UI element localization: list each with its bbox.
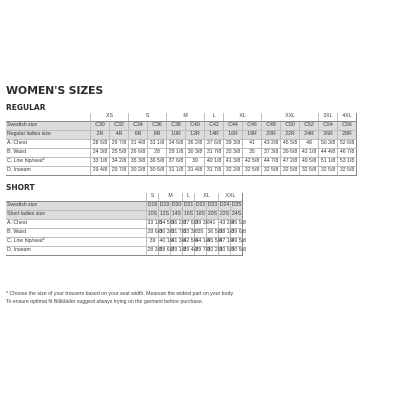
table-cell: 44 7/8: [261, 158, 280, 167]
table-cell: 29 7/8: [109, 140, 128, 149]
table-cell: 12S: [158, 211, 170, 220]
table-cell: 29 7/8: [194, 247, 206, 256]
table-cell: 20R: [261, 131, 280, 140]
table-cell: 4R: [109, 131, 128, 140]
size-group-l: L: [182, 193, 194, 202]
table-cell: 32 5/8: [261, 167, 280, 176]
table-cell: 32 5/8: [299, 167, 318, 176]
row-label: D. Inseam: [6, 247, 146, 256]
table-cell: 43 2/8: [261, 140, 280, 149]
table-cell: D23: [206, 202, 218, 211]
table-cell: 31 4/8: [128, 140, 147, 149]
table-cell: 42 5/8: [182, 238, 194, 247]
table-cell: 14S: [170, 211, 182, 220]
table-cell: 32 2/8: [223, 167, 242, 176]
table-cell: 53 1/8: [337, 158, 356, 167]
table-cell: 29 4/8: [182, 247, 194, 256]
table-cell: 36 5/8: [206, 229, 218, 238]
size-group-s: S: [146, 193, 158, 202]
table-cell: D24: [218, 202, 230, 211]
size-group-4xl: 4XL: [337, 113, 356, 122]
table-cell: 30 5/8: [147, 167, 166, 176]
table-cell: 42 1/8: [299, 149, 318, 158]
table-cell: 41: [206, 220, 218, 229]
table-cell: 41 3/8: [170, 238, 182, 247]
table-cell: 36 2/8: [185, 140, 204, 149]
table-cell: 29 7/8: [109, 167, 128, 176]
table-cell: 31 4/8: [185, 167, 204, 176]
table-cell: 45 5/8: [230, 220, 242, 229]
table-cell: 14R: [204, 131, 223, 140]
table-cell: C38: [166, 122, 185, 131]
table-cell: 30 2/8: [128, 167, 147, 176]
table-row: [6, 122, 356, 131]
size-group-s: S: [128, 113, 166, 122]
table-cell: 39: [185, 158, 204, 167]
table-cell: D22: [194, 202, 206, 211]
row-label: D. Inseam: [6, 167, 90, 176]
table-cell: C56: [337, 122, 356, 131]
size-group-xl: XL: [223, 113, 261, 122]
table-cell: 39 3/8: [194, 220, 206, 229]
table-cell: 32 5/8: [242, 167, 261, 176]
table-cell: 10R: [166, 131, 185, 140]
size-group-xxl: XXL: [218, 193, 242, 202]
table-cell: 34 2/8: [109, 158, 128, 167]
table-cell: 30 5/8: [230, 247, 242, 256]
table-cell: D19: [158, 202, 170, 211]
table-cell: 8R: [147, 131, 166, 140]
row-label: B. Waist: [6, 149, 90, 158]
table-cell: 37 6/8: [204, 140, 223, 149]
table-cell: 18S: [194, 211, 206, 220]
table-row: [6, 229, 242, 238]
size-group-l: L: [204, 113, 223, 122]
table-cell: 33 1/8: [90, 158, 109, 167]
table-cell: 37 6/8: [182, 220, 194, 229]
table-cell: 12R: [185, 131, 204, 140]
size-group-m: M: [158, 193, 182, 202]
table-cell: 18R: [242, 131, 261, 140]
table-cell: C44: [223, 122, 242, 131]
table-cell: 35: [194, 229, 206, 238]
table-cell: 49 5/8: [299, 158, 318, 167]
footnote-seat: * Choose the size of your trousers based on your seat width. Measure the widest part on your body.: [6, 291, 234, 297]
table-cell: 45 5/8: [280, 140, 299, 149]
table-cell: D21: [182, 202, 194, 211]
table-cell: 29 1/8: [170, 247, 182, 256]
table-cell: 37 6/8: [166, 158, 185, 167]
size-group-row: [6, 113, 356, 122]
regular-section-title: REGULAR: [6, 103, 46, 112]
table-cell: C54: [318, 122, 337, 131]
table-cell: 39 3/8: [223, 140, 242, 149]
short-section-title: SHORT: [6, 183, 35, 192]
table-cell: 10S: [146, 211, 158, 220]
table-cell: C30: [90, 122, 109, 131]
table-cell: 30 5/8: [218, 247, 230, 256]
table-cell: 30 3/8: [158, 229, 170, 238]
table-cell: 37 3/8: [261, 149, 280, 158]
row-label: Swedish size: [6, 122, 90, 131]
table-cell: 35: [242, 149, 261, 158]
row-label: C. Low hip/seat*: [6, 158, 90, 167]
table-row: [6, 247, 242, 256]
table-cell: C52: [299, 122, 318, 131]
table-row: [6, 220, 242, 229]
table-cell: 42 5/8: [242, 158, 261, 167]
size-group-xl: XL: [194, 193, 218, 202]
table-cell: 20S: [206, 211, 218, 220]
table-cell: 44 4/8: [318, 149, 337, 158]
table-cell: 16S: [182, 211, 194, 220]
table-cell: 22R: [280, 131, 299, 140]
table-cell: 39 6/8: [230, 229, 242, 238]
table-cell: 33 1/8: [147, 140, 166, 149]
row-label: A. Chest: [6, 140, 90, 149]
table-row: [6, 149, 356, 158]
short-size-table: [6, 193, 246, 256]
table-row: [6, 238, 242, 247]
table-cell: 32 5/8: [318, 167, 337, 176]
table-cell: D20: [170, 202, 182, 211]
table-cell: D25: [230, 202, 242, 211]
row-label: Short ladies size: [6, 211, 146, 220]
row-label: A. Chest: [6, 220, 146, 229]
table-cell: 25 5/8: [109, 149, 128, 158]
table-cell: C50: [280, 122, 299, 131]
table-cell: 28 6/8: [158, 247, 170, 256]
page-title: WOMEN'S SIZES: [6, 84, 104, 97]
size-group-corner: [6, 193, 146, 202]
table-cell: 6R: [128, 131, 147, 140]
table-cell: 39: [146, 238, 158, 247]
table-cell: 31 7/8: [170, 229, 182, 238]
size-group-3xl: 3XL: [318, 113, 337, 122]
table-cell: 46 7/8: [337, 149, 356, 158]
table-cell: 33 3/8: [223, 149, 242, 158]
table-cell: 30 2/8: [206, 247, 218, 256]
table-row: [6, 140, 356, 149]
table-cell: 22S: [218, 211, 230, 220]
table-cell: 52 6/8: [337, 140, 356, 149]
table-cell: C32: [109, 122, 128, 131]
table-cell: 29 1/8: [166, 149, 185, 158]
table-cell: C34: [128, 122, 147, 131]
size-group-xxl: XXL: [261, 113, 318, 122]
table-cell: 28R: [337, 131, 356, 140]
table-cell: 33 1/8: [146, 220, 158, 229]
table-cell: 26 6/8: [128, 149, 147, 158]
table-cell: 33 3/8: [182, 229, 194, 238]
table-row: [6, 167, 356, 176]
size-group-m: M: [166, 113, 204, 122]
table-cell: 32 5/8: [280, 167, 299, 176]
table-row: [6, 211, 242, 220]
table-cell: 32 5/8: [337, 167, 356, 176]
table-cell: 2R: [90, 131, 109, 140]
table-cell: 41: [242, 140, 261, 149]
table-cell: 43 2/8: [218, 220, 230, 229]
table-cell: 34 5/8: [166, 140, 185, 149]
table-cell: 28 6/8: [90, 140, 109, 149]
table-cell: 16R: [223, 131, 242, 140]
table-cell: 39 6/8: [280, 149, 299, 158]
table-cell: 35 3/8: [128, 158, 147, 167]
table-cell: 28: [147, 149, 166, 158]
table-cell: C48: [261, 122, 280, 131]
table-cell: 26R: [318, 131, 337, 140]
table-cell: 44 1/8: [194, 238, 206, 247]
table-cell: 28 3/8: [146, 247, 158, 256]
table-cell: 41 3/8: [223, 158, 242, 167]
table-cell: 24S: [230, 211, 242, 220]
table-cell: C40: [185, 122, 204, 131]
table-cell: 31 7/8: [204, 149, 223, 158]
table-cell: 40 1/8: [158, 238, 170, 247]
table-cell: 45 5/8: [206, 238, 218, 247]
table-cell: 30 3/8: [185, 149, 204, 158]
table-cell: 47 1/8: [218, 238, 230, 247]
table-row: [6, 131, 356, 140]
table-cell: 34 5/8: [158, 220, 170, 229]
table-cell: 24 3/8: [90, 149, 109, 158]
table-cell: 47 2/8: [280, 158, 299, 167]
table-row: [6, 202, 242, 211]
table-cell: C42: [204, 122, 223, 131]
table-cell: 50 3/8: [318, 140, 337, 149]
row-label: Swedish size: [6, 202, 146, 211]
table-cell: C46: [242, 122, 261, 131]
table-cell: 29 4/8: [90, 167, 109, 176]
table-cell: 28 6/8: [146, 229, 158, 238]
table-cell: 48: [299, 140, 318, 149]
row-label: Regular ladies size: [6, 131, 90, 140]
table-cell: 51 1/8: [318, 158, 337, 167]
table-cell: 38 1/8: [218, 229, 230, 238]
size-group-corner: [6, 113, 90, 122]
row-label: C. Low hip/seat*: [6, 238, 146, 247]
table-cell: 31 7/8: [204, 167, 223, 176]
table-cell: D18: [146, 202, 158, 211]
table-cell: 36 2/8: [170, 220, 182, 229]
table-cell: C36: [147, 122, 166, 131]
table-cell: 40 1/8: [204, 158, 223, 167]
size-group-xs: XS: [90, 113, 128, 122]
row-label: B. Waist: [6, 229, 146, 238]
table-cell: 49 5/8: [230, 238, 242, 247]
footnote-fit: To ensure optimal fit Blåkläder suggest always trying on the garment before purchase.: [6, 299, 204, 305]
table-cell: 24R: [299, 131, 318, 140]
size-group-row: [6, 193, 242, 202]
table-cell: 36 5/8: [147, 158, 166, 167]
regular-size-table: [6, 113, 357, 176]
table-cell: 31 1/8: [166, 167, 185, 176]
table-row: [6, 158, 356, 167]
